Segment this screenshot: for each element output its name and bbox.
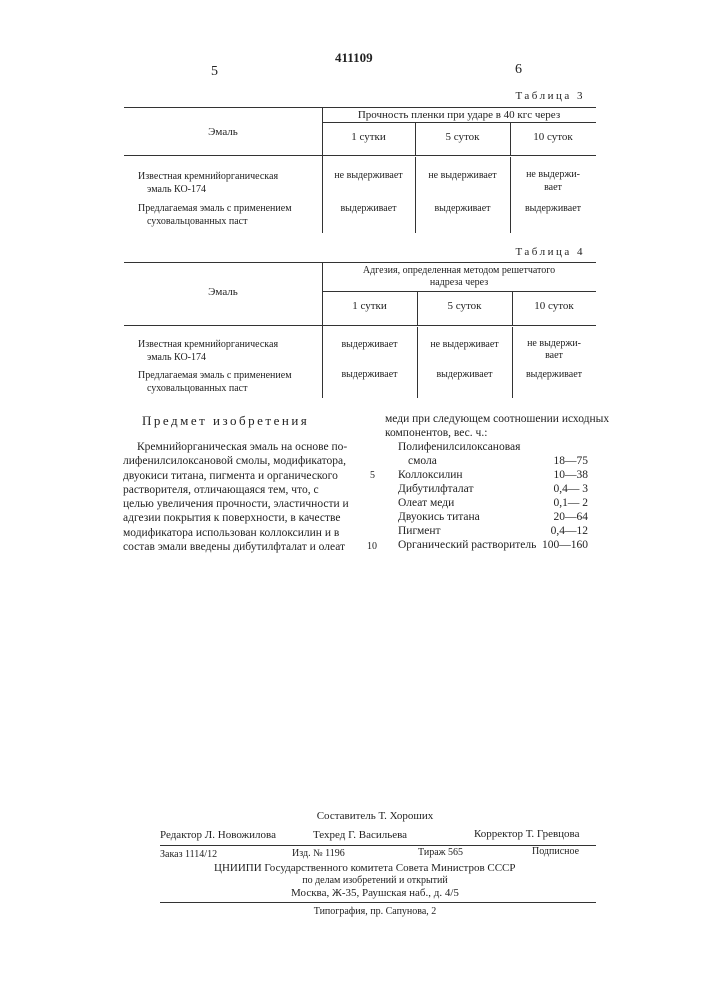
cell: не выдерживает bbox=[415, 170, 510, 182]
cell: вает bbox=[510, 182, 596, 194]
row-label: Известная кремнийорганическая bbox=[138, 171, 278, 183]
order: Заказ 1114/12 bbox=[160, 849, 217, 861]
group-header: Прочность пленки при ударе в 40 кгс через bbox=[322, 109, 596, 122]
column-header-emal: Эмаль bbox=[124, 126, 322, 139]
row-label: Предлагаемая эмаль с применением bbox=[138, 203, 292, 215]
column-header: 1 сутки bbox=[322, 131, 415, 144]
column-header: 10 суток bbox=[512, 300, 596, 313]
cell: выдерживает bbox=[322, 369, 417, 381]
component-value: 20—64 bbox=[554, 510, 589, 524]
text-line: Кремнийорганическая эмаль на основе по- bbox=[123, 440, 349, 454]
techred: Техред Г. Васильева bbox=[313, 829, 407, 842]
group-header: надреза через bbox=[322, 277, 596, 289]
column-header: 5 суток bbox=[417, 300, 512, 313]
podpisnoe: Подписное bbox=[532, 846, 579, 858]
patent-number: 411109 bbox=[335, 51, 373, 66]
component-value: 100—160 bbox=[542, 538, 588, 552]
component-name: Полифенилсилоксановая bbox=[398, 441, 520, 453]
cell: выдерживает bbox=[322, 339, 417, 351]
editor: Редактор Л. Новожилова bbox=[160, 829, 276, 842]
row-label: суховальцованных паст bbox=[147, 383, 248, 395]
organization: по делам изобретений и открытий bbox=[150, 875, 600, 887]
cell: выдерживает bbox=[415, 203, 510, 215]
patent-page bbox=[0, 0, 707, 1000]
organization: ЦНИИПИ Государственного комитета Совета Министров СССР bbox=[214, 862, 516, 875]
izd: Изд. № 1196 bbox=[292, 848, 345, 860]
cell: выдерживает bbox=[417, 369, 512, 381]
row-label: суховальцованных паст bbox=[147, 216, 248, 228]
column-header: 5 суток bbox=[415, 131, 510, 144]
cell: не выдерживает bbox=[322, 170, 415, 182]
table-caption: Таблица 3 bbox=[515, 90, 585, 103]
claim-text bbox=[123, 440, 349, 554]
component-name: Органический растворитель bbox=[398, 539, 536, 551]
cell: выдерживает bbox=[510, 203, 596, 215]
text-line: меди при следующем соотношении исходных bbox=[385, 412, 609, 426]
component-name: Коллоксилин bbox=[398, 469, 463, 481]
row-label: эмаль КО-174 bbox=[147, 184, 206, 196]
text-line: лифенилсилоксановой смолы, модификатора, bbox=[123, 454, 349, 468]
tirazh: Тираж 565 bbox=[418, 847, 463, 859]
line-number: 5 bbox=[370, 470, 375, 482]
text-line: растворителя, отличающаяся тем, что, с bbox=[123, 483, 349, 497]
section-heading: Предмет изобретения bbox=[142, 414, 309, 429]
cell: не выдерживает bbox=[417, 339, 512, 351]
table-caption: Таблица 4 bbox=[515, 246, 585, 259]
compiler: Составитель Т. Хороших bbox=[150, 810, 600, 823]
text-line: адгезии покрытия к поверхности, в качестве bbox=[123, 511, 349, 525]
component-name: смола bbox=[398, 455, 437, 467]
component-name: Дибутилфталат bbox=[398, 483, 473, 495]
component-name: Пигмент bbox=[398, 525, 441, 537]
text-line: компонентов, вес. ч.: bbox=[385, 426, 487, 440]
text-line: состав эмали введены дибутилфталат и олеат bbox=[123, 540, 349, 554]
text-line: двуокиси титана, пигмента и органического bbox=[123, 469, 349, 483]
text-line: целью увеличения прочности, эластичности и bbox=[123, 497, 349, 511]
row-label: Известная кремнийорганическая bbox=[138, 339, 278, 351]
line-number: 10 bbox=[367, 541, 377, 553]
column-header: 1 сутки bbox=[322, 300, 417, 313]
component-value: 0,4— 3 bbox=[554, 482, 589, 496]
typography: Типография, пр. Сапунова, 2 bbox=[150, 906, 600, 918]
component-value: 0,4—12 bbox=[551, 524, 588, 538]
component-value: 18—75 bbox=[554, 454, 589, 468]
cell: вает bbox=[512, 350, 596, 362]
column-header: 10 суток bbox=[510, 131, 596, 144]
page-number-left: 5 bbox=[211, 64, 218, 80]
component-name: Двуокись титана bbox=[398, 511, 480, 523]
cell: не выдержи- bbox=[510, 169, 596, 181]
cell: выдерживает bbox=[322, 203, 415, 215]
component-value: 10—38 bbox=[554, 468, 589, 482]
corrector: Корректор Т. Гревцова bbox=[474, 828, 579, 841]
row-label: Предлагаемая эмаль с применением bbox=[138, 370, 292, 382]
row-label: эмаль КО-174 bbox=[147, 352, 206, 364]
text-line: модификатора использован коллоксилин и в bbox=[123, 526, 349, 540]
cell: выдерживает bbox=[512, 369, 596, 381]
component-name: Олеат меди bbox=[398, 497, 454, 509]
component-value: 0,1— 2 bbox=[554, 496, 589, 510]
column-header-emal: Эмаль bbox=[124, 286, 322, 299]
cell: не выдержи- bbox=[512, 338, 596, 350]
page-number-right: 6 bbox=[515, 62, 522, 78]
group-header: Адгезия, определенная методом решетчатого bbox=[322, 265, 596, 277]
address: Москва, Ж-35, Раушская наб., д. 4/5 bbox=[150, 887, 600, 900]
